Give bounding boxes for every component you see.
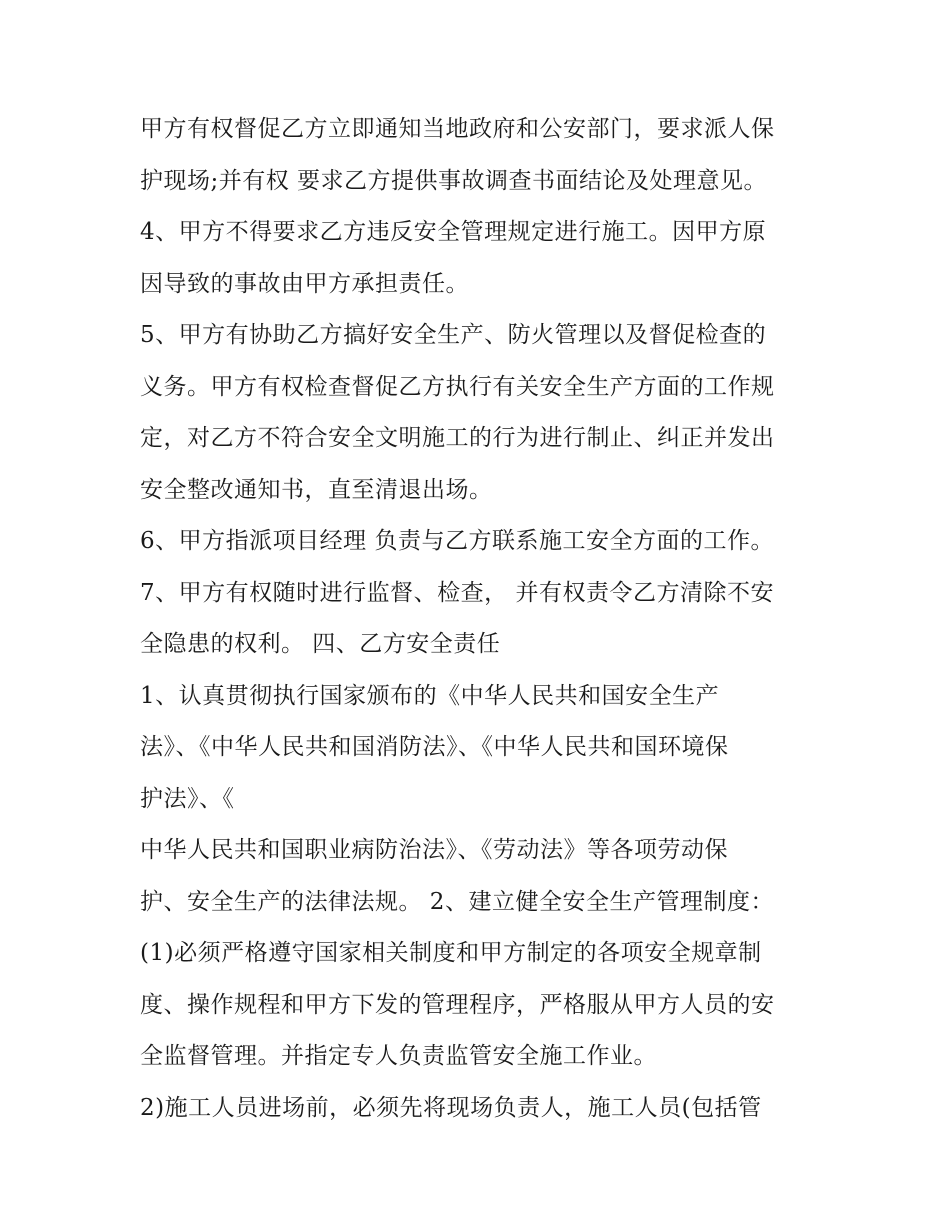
- text-line: 1、认真贯彻执行国家颁布的《中华人民共和国安全生产: [140, 682, 720, 709]
- text-line: 全隐患的权利。 四、乙方安全责任: [140, 631, 501, 657]
- text-line: 6、甲方指派项目经理 负责与乙方联系施工安全方面的工作。: [140, 528, 774, 554]
- text-line: 中华人民共和国职业病防治法》、《劳动法》等各项劳动保: [140, 837, 728, 863]
- text-line: 4、甲方不得要求乙方违反安全管理规定进行施工。因甲方原: [140, 219, 767, 245]
- text-line: 甲方有权督促乙方立即通知当地政府和公安部门，要求派人保: [140, 116, 775, 142]
- text-line: 全监督管理。并指定专人负责监管安全施工作业。: [140, 1043, 657, 1069]
- text-line: 度、操作规程和甲方下发的管理程序，严格服从甲方人员的安: [140, 991, 775, 1018]
- text-line: 因导致的事故由甲方承担责任。: [140, 270, 469, 297]
- text-line: 7、甲方有权随时进行监督、检查， 并有权责令乙方清除不安: [140, 579, 774, 606]
- text-line: 2)施工人员进场前，必须先将现场负责人，施工人员(包括管: [140, 1094, 762, 1121]
- text-line: 5、甲方有协助乙方搞好安全生产、防火管理以及督促检查的: [140, 322, 767, 348]
- text-line: 护法》、《: [140, 785, 235, 812]
- text-line: 护、安全生产的法律法规。 2、建立健全安全生产管理制度：: [140, 888, 774, 915]
- text-line: 护现场;并有权 要求乙方提供事故调查书面结论及处理意见。: [140, 167, 768, 194]
- text-line: 法》、《中华人民共和国消防法》、《中华人民共和国环境保: [140, 734, 729, 760]
- text-line: 定，对乙方不符合安全文明施工的行为进行制止、纠正并发出: [140, 425, 775, 451]
- text-line: (1)必须严格遵守国家相关制度和甲方制定的各项安全规章制: [140, 940, 762, 966]
- text-line: 义务。甲方有权检查督促乙方执行有关安全生产方面的工作规: [140, 373, 775, 400]
- document-body: [140, 104, 830, 1134]
- text-line: 安全整改通知书，直至清退出场。: [140, 476, 493, 503]
